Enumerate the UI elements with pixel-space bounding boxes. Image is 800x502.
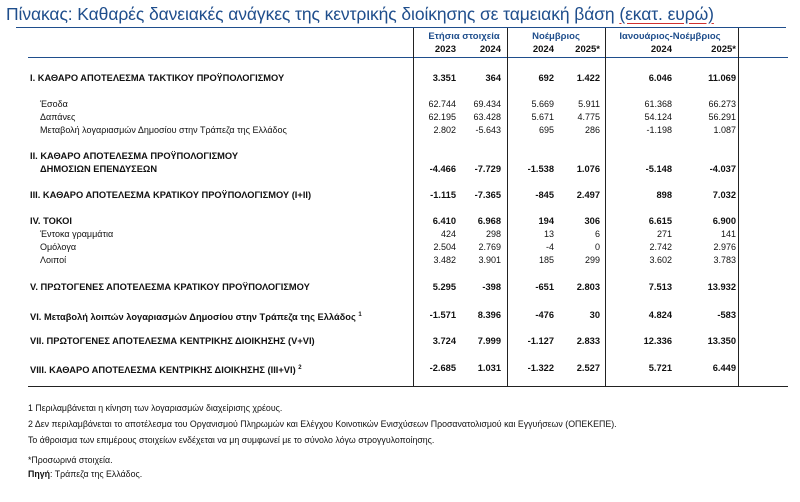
row-label: II. ΚΑΘΑΡΟ ΑΠΟΤΕΛΕΣΜΑ ΠΡΟΫΠΟΛΟΓΙΣΜΟΥ — [30, 151, 239, 161]
cell: -651 — [535, 282, 554, 292]
header-year: 2025* — [711, 44, 736, 55]
cell: 61.368 — [644, 99, 672, 109]
cell: -7.729 — [474, 164, 501, 174]
top-rule — [16, 27, 786, 28]
column-divider — [605, 28, 606, 386]
row-label: Δαπάνες — [40, 112, 76, 122]
cell: 692 — [538, 73, 554, 83]
cell: 62.744 — [428, 99, 456, 109]
cell: 2.769 — [478, 242, 501, 252]
cell: -1.322 — [527, 363, 554, 373]
footnote-ref: 1 — [358, 312, 362, 318]
cell: 2.802 — [433, 125, 456, 135]
cell: -5.148 — [645, 164, 672, 174]
row-label: VIII. ΚΑΘΑΡΟ ΑΠΟΤΕΛΕΣΜΑ ΚΕΝΤΡΙΚΗΣ ΔΙΟΙΚΗΣΗΣ (III+VI) $^2$ — [30, 365, 302, 375]
cell: 271 — [656, 229, 672, 239]
cell: 2.803 — [576, 282, 600, 292]
cell: 306 — [584, 216, 600, 226]
cell: 5.911 — [578, 99, 600, 109]
cell: 1.031 — [477, 363, 501, 373]
cell: -4.037 — [709, 164, 736, 174]
cell: 6.615 — [648, 216, 672, 226]
header-november: Νοέμβριος — [532, 31, 580, 42]
cell: 3.351 — [432, 73, 456, 83]
footnote-1: 1 Περιλαμβάνεται η κίνηση των λογαριασμών διαχείρισης χρέους. — [28, 403, 283, 413]
cell: 6.449 — [712, 363, 736, 373]
rounding-note: Το άθροισμα των επιμέρους στοιχείων ενδέχεται να μη συμφωνεί με το σύνολο λόγω στρογγυλοποίησης. — [28, 435, 435, 445]
cell: 1.087 — [713, 125, 736, 135]
footnote-ref: 2 — [298, 365, 302, 371]
cell: 2.497 — [576, 190, 600, 200]
cell: -476 — [535, 310, 554, 320]
cell: 54.124 — [644, 112, 672, 122]
cell: 2.976 — [713, 242, 736, 252]
cell: 2.833 — [576, 336, 600, 346]
cell: 3.482 — [433, 255, 456, 265]
header-annual: Ετήσια στοιχεία — [428, 31, 500, 42]
source-text: : Τράπεζα της Ελλάδος. — [50, 469, 143, 479]
header-rule — [28, 57, 788, 58]
cell: 3.724 — [432, 336, 456, 346]
header-year: 2024 — [479, 44, 501, 55]
cell: 1.422 — [576, 73, 600, 83]
row-label: Ομόλογα — [40, 242, 77, 252]
cell: -1.115 — [430, 190, 456, 200]
cell: 5.295 — [432, 282, 456, 292]
row-label: III. ΚΑΘΑΡΟ ΑΠΟΤΕΛΕΣΜΑ ΚΡΑΤΙΚΟΥ ΠΡΟΫΠΟΛΟΓΙΣΜΟΥ (I+II) — [30, 190, 312, 200]
cell: 3.783 — [713, 255, 736, 265]
cell: 8.396 — [477, 310, 501, 320]
cell: 11.069 — [708, 73, 736, 83]
cell: 898 — [656, 190, 672, 200]
cell: -4 — [545, 242, 554, 252]
cell: 62.195 — [428, 112, 456, 122]
source-note — [28, 469, 142, 479]
cell: 5.669 — [531, 99, 554, 109]
cell: 3.901 — [478, 255, 501, 265]
cell: 364 — [485, 73, 501, 83]
cell: 1.076 — [576, 164, 600, 174]
cell: 5.721 — [648, 363, 672, 373]
cell: 194 — [538, 216, 554, 226]
title-main: Πίνακας: Καθαρές δανειακές ανάγκες της κεντρικής διοίκησης σε ταμειακή βάση — [6, 4, 615, 24]
header-year: 2023 — [434, 44, 456, 55]
cell: 13.350 — [707, 336, 736, 346]
title-unit: (εκατ. ευρώ) — [619, 4, 714, 24]
cell: 4.775 — [577, 112, 600, 122]
cell: 6.046 — [648, 73, 672, 83]
cell: 695 — [538, 125, 554, 135]
bottom-rule — [28, 386, 788, 387]
column-divider — [738, 28, 739, 386]
cell: -5.643 — [475, 125, 501, 135]
cell: 2.742 — [649, 242, 672, 252]
header-year: 2024 — [532, 44, 554, 55]
cell: 69.434 — [473, 99, 501, 109]
cell: 6.900 — [712, 216, 736, 226]
cell: 299 — [584, 255, 600, 265]
cell: 6 — [594, 229, 600, 239]
cell: 2.504 — [433, 242, 456, 252]
cell: 12.336 — [643, 336, 672, 346]
cell: 7.513 — [648, 282, 672, 292]
row-label: VI. Μεταβολή λοιπών λογαριασμών Δημοσίου στην Τράπεζα της Ελλάδος $^1$ — [30, 312, 362, 322]
cell: 286 — [584, 125, 600, 135]
header-year: 2024 — [650, 44, 672, 55]
cell: 185 — [538, 255, 554, 265]
cell: -845 — [535, 190, 554, 200]
row-label: IV. ΤΟΚΟΙ — [30, 216, 72, 226]
row-label: Λοιποί — [40, 255, 67, 265]
header-jan-nov: Ιανουάριος-Νοέμβριος — [619, 31, 721, 42]
cell: 56.291 — [708, 112, 736, 122]
cell: -1.538 — [527, 164, 554, 174]
row-label: V. ΠΡΩΤΟΓΕΝΕΣ ΑΠΟΤΕΛΕΣΜΑ ΚΡΑΤΙΚΟΥ ΠΡΟΫΠΟΛΟΓΙΣΜΟΥ — [30, 282, 310, 292]
row-label-line2: ΔΗΜΟΣΙΩΝ ΕΠΕΝΔΥΣΕΩΝ — [40, 164, 158, 174]
cell: 4.824 — [648, 310, 672, 320]
cell: 6.410 — [432, 216, 456, 226]
cell: 298 — [485, 229, 501, 239]
row-label: I. ΚΑΘΑΡΟ ΑΠΟΤΕΛΕΣΜΑ ΤΑΚΤΙΚΟΥ ΠΡΟΫΠΟΛΟΓΙΣΜΟΥ — [30, 73, 285, 83]
cell: -1.127 — [527, 336, 554, 346]
cell: 66.273 — [708, 99, 736, 109]
cell: 2.527 — [576, 363, 600, 373]
provisional-note: *Προσωρινά στοιχεία. — [28, 455, 113, 465]
header-year: 2025* — [575, 44, 600, 55]
row-label: VII. ΠΡΩΤΟΓΕΝΕΣ ΑΠΟΤΕΛΕΣΜΑ ΚΕΝΤΡΙΚΗΣ ΔΙΟΙΚΗΣΗΣ (V+VI) — [30, 336, 315, 346]
cell: 5.671 — [531, 112, 554, 122]
row-label: Έσοδα — [40, 99, 68, 109]
cell: -1.198 — [646, 125, 672, 135]
cell: 3.602 — [649, 255, 672, 265]
row-label: Μεταβολή λογαριασμών Δημοσίου στην Τράπεζα της Ελλάδος — [40, 125, 287, 135]
cell: 30 — [589, 310, 600, 320]
cell: 13.932 — [707, 282, 736, 292]
cell: 13 — [543, 229, 554, 239]
cell: -398 — [482, 282, 501, 292]
cell: 6.968 — [477, 216, 501, 226]
cell: 7.999 — [477, 336, 501, 346]
cell: -583 — [717, 310, 736, 320]
cell: 63.428 — [473, 112, 501, 122]
cell: -2.685 — [429, 363, 456, 373]
source-label: Πηγή — [28, 469, 50, 479]
cell: -7.365 — [474, 190, 501, 200]
page-title — [6, 4, 796, 25]
row-label: Έντοκα γραμμάτια — [40, 229, 114, 239]
cell: -1.571 — [429, 310, 456, 320]
cell: 141 — [720, 229, 736, 239]
cell: 0 — [594, 242, 600, 252]
cell: 7.032 — [712, 190, 736, 200]
cell: -4.466 — [429, 164, 456, 174]
cell: 424 — [440, 229, 456, 239]
footnote-2: 2 Δεν περιλαμβάνεται το αποτέλεσμα του Οργανισμού Πληρωμών και Ελέγχου Κοινοτικών Ενισχύσεων Προσανατολισμού και Εγγυήσεων (ΟΠΕΚΕΠΕ). — [28, 419, 617, 429]
